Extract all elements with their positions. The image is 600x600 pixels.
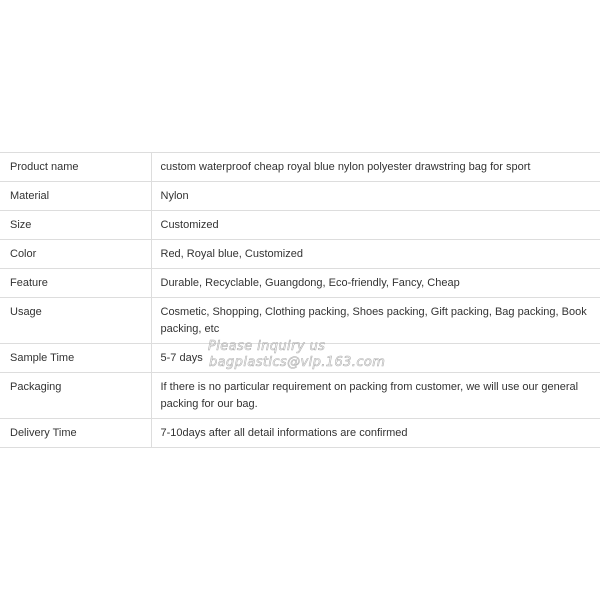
table-row <box>0 298 600 344</box>
table-row <box>0 182 600 211</box>
row-value-text: Cosmetic, Shopping, Clothing packing, Shoes packing, Gift packing, Bag packing, Book packing, etc <box>160 306 587 335</box>
row-value <box>151 269 600 298</box>
row-value <box>151 153 600 182</box>
row-value-text: If there is no particular requirement on packing from customer, we will use our general packing for our bag. <box>160 381 579 410</box>
row-label-text: Sample Time <box>10 352 75 364</box>
row-value-text: Red, Royal blue, Customized <box>160 248 303 260</box>
watermark-line-2: bagplastics@vip.163.com <box>209 355 386 370</box>
watermark-line-1: Please inquiry us <box>208 339 326 354</box>
row-value-text: 7-10days after all detail informations are confirmed <box>160 427 408 439</box>
row-label <box>0 211 151 240</box>
row-label-text: Material <box>10 190 50 202</box>
row-label <box>0 182 151 211</box>
table-row <box>0 153 600 182</box>
row-label <box>0 240 151 269</box>
row-label <box>0 373 151 419</box>
row-label <box>0 269 151 298</box>
row-value-text: 5-7 days <box>160 352 203 364</box>
row-value-text: custom waterproof cheap royal blue nylon polyester drawstring bag for sport <box>160 161 531 173</box>
row-value-text: Nylon <box>160 190 189 202</box>
row-label <box>0 298 151 344</box>
table-row <box>0 419 600 448</box>
table-row <box>0 344 600 373</box>
row-value <box>151 298 600 344</box>
table-row <box>0 240 600 269</box>
row-value <box>151 344 600 373</box>
row-label-text: Delivery Time <box>10 427 77 439</box>
row-value-text: Customized <box>160 219 219 231</box>
row-label <box>0 419 151 448</box>
row-value <box>151 182 600 211</box>
row-label-text: Feature <box>10 277 48 289</box>
row-value <box>151 373 600 419</box>
row-label-text: Color <box>10 248 37 260</box>
product-spec-table <box>0 152 600 448</box>
row-label <box>0 344 151 373</box>
row-value <box>151 240 600 269</box>
table-row <box>0 373 600 419</box>
table-row <box>0 269 600 298</box>
row-value <box>151 211 600 240</box>
row-value <box>151 419 600 448</box>
row-label-text: Packaging <box>10 381 62 393</box>
row-label-text: Size <box>10 219 32 231</box>
table-row <box>0 211 600 240</box>
row-value-text: Durable, Recyclable, Guangdong, Eco-friendly, Fancy, Cheap <box>160 277 460 289</box>
row-label-text: Product name <box>10 161 79 173</box>
row-label-text: Usage <box>10 306 42 318</box>
row-label <box>0 153 151 182</box>
